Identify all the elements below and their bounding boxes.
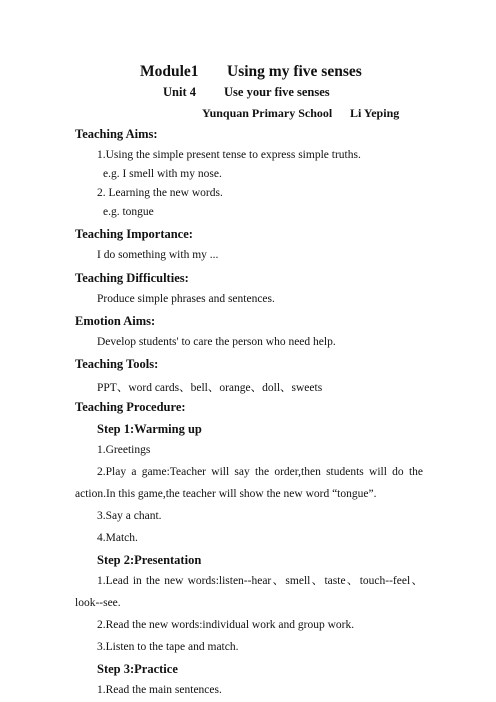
- emotion-heading: Emotion Aims:: [75, 314, 156, 328]
- step2-item-2: 2.Read the new words:individual work and group work.: [97, 619, 355, 631]
- step2-title: Step 2:Presentation: [97, 553, 202, 567]
- step2-item-3: 3.Listen to the tape and match.: [97, 641, 239, 653]
- step1-item-1: 1.Greetings: [97, 444, 151, 456]
- unit-title: Use your five senses: [224, 85, 330, 99]
- aims-line-3: 2. Learning the new words.: [97, 187, 223, 199]
- difficulties-line-1: Produce simple phrases and sentences.: [97, 293, 275, 305]
- tools-line-1: PPT、word cards、bell、orange、doll、sweets: [97, 382, 323, 394]
- emotion-line-1: Develop students' to care the person who need help.: [97, 336, 336, 348]
- step3-item-1: 1.Read the main sentences.: [97, 684, 222, 696]
- unit-number: Unit 4: [163, 85, 196, 99]
- importance-line-1: I do something with my ...: [97, 249, 219, 261]
- tools-heading: Teaching Tools:: [75, 357, 159, 371]
- step2-item-1: 1.Lead in the new words:listen--hear、smell、taste、touch--feel、look--see.: [75, 575, 423, 609]
- aims-heading: Teaching Aims:: [75, 127, 158, 141]
- module-number: Module1: [140, 63, 199, 80]
- aims-line-1: 1.Using the simple present tense to express simple truths.: [97, 149, 361, 161]
- procedure-heading: Teaching Procedure:: [75, 400, 186, 414]
- importance-heading: Teaching Importance:: [75, 227, 193, 241]
- step1-item-4: 4.Match.: [97, 532, 138, 544]
- step3-title: Step 3:Practice: [97, 662, 178, 676]
- step1-item-3: 3.Say a chant.: [97, 510, 162, 522]
- step1-item-2: 2.Play a game:Teacher will say the order,then students will do the action.In this game,the teacher will show the new word “tongue”.: [75, 466, 423, 500]
- step1-title: Step 1:Warming up: [97, 422, 202, 436]
- module-title: Using my five senses: [227, 63, 362, 80]
- school-name: Yunquan Primary School: [202, 106, 333, 120]
- teacher-name: Li Yeping: [350, 106, 400, 120]
- difficulties-heading: Teaching Difficulties:: [75, 271, 189, 285]
- aims-line-2: e.g. I smell with my nose.: [103, 168, 222, 180]
- aims-line-4: e.g. tongue: [103, 206, 154, 218]
